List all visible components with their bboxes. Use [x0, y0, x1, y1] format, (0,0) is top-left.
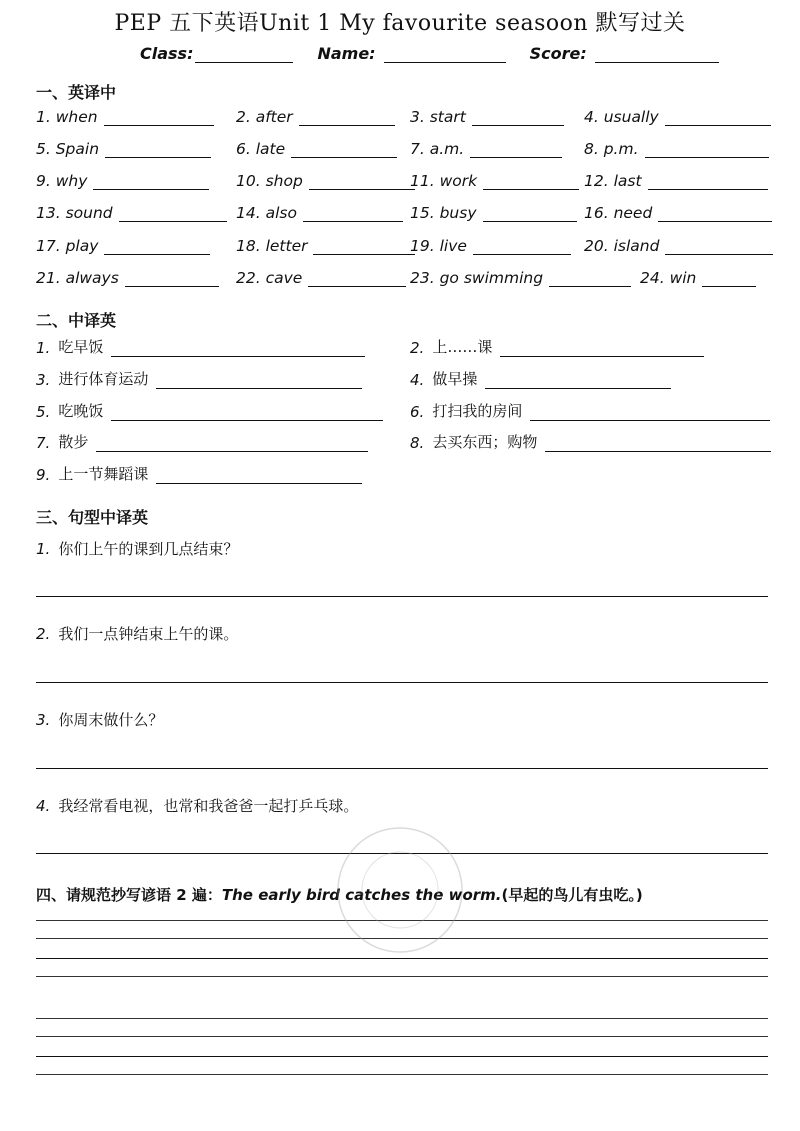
answer-blank[interactable] [702, 270, 756, 287]
vocab-item [236, 269, 406, 287]
vocab-word: 16. need [584, 204, 653, 222]
phrase-text: 散步 [58, 433, 89, 451]
phrase-text: 进行体育运动 [58, 370, 149, 388]
phrase-item [36, 463, 362, 484]
vocab-item [36, 237, 210, 255]
answer-line[interactable] [36, 596, 768, 597]
question-text: 我们一点钟结束上午的课。 [58, 625, 239, 643]
phrase-number: 9. [36, 466, 51, 484]
answer-blank[interactable] [111, 340, 365, 357]
phrase-number: 6. [410, 403, 425, 421]
copy-line[interactable] [36, 1056, 768, 1057]
vocab-item [410, 237, 571, 255]
vocab-word: 14. also [236, 204, 297, 222]
vocab-item [410, 108, 564, 126]
vocab-item [410, 204, 577, 222]
answer-blank[interactable] [645, 141, 769, 158]
student-info [140, 44, 720, 63]
name-label: Name: [317, 44, 376, 63]
answer-blank[interactable] [530, 404, 770, 421]
vocab-item [584, 140, 769, 158]
proverb-english: The early bird catches the worm. [221, 886, 502, 904]
phrase-number: 8. [410, 434, 425, 452]
vocab-word: 20. island [584, 237, 660, 255]
vocab-item [36, 269, 219, 287]
answer-blank[interactable] [483, 173, 579, 190]
phrase-number: 3. [36, 371, 51, 389]
vocab-item [236, 237, 415, 255]
score-field[interactable] [530, 44, 719, 63]
answer-blank[interactable] [665, 109, 771, 126]
phrase-text: 吃早饭 [58, 338, 104, 356]
answer-blank[interactable] [291, 141, 397, 158]
vocab-item [584, 108, 771, 126]
phrase-item [36, 431, 368, 452]
question-number: 1. [36, 540, 51, 558]
answer-blank[interactable] [313, 238, 415, 255]
sentence-question [36, 795, 358, 816]
vocab-word: 6. late [236, 140, 286, 158]
vocab-row [36, 172, 776, 196]
vocab-item [36, 172, 209, 190]
answer-blank[interactable] [156, 372, 362, 389]
sentence-question [36, 623, 238, 644]
answer-blank[interactable] [93, 173, 209, 190]
vocab-word: 2. after [236, 108, 293, 126]
phrase-number: 5. [36, 403, 51, 421]
answer-blank[interactable] [104, 109, 214, 126]
copy-line[interactable] [36, 1018, 768, 1019]
vocab-row [36, 204, 776, 228]
answer-blank[interactable] [500, 340, 704, 357]
copy-line[interactable] [36, 976, 768, 977]
phrase-item [410, 400, 770, 421]
vocab-word: 8. p.m. [584, 140, 639, 158]
vocab-word: 12. last [584, 172, 642, 190]
vocab-item [236, 172, 415, 190]
page-title: PEP 五下英语Unit 1 My favourite seasoon 默写过关 [114, 11, 686, 36]
vocab-item [36, 204, 227, 222]
vocab-word: 1. when [36, 108, 98, 126]
vocab-word: 5. Spain [36, 140, 100, 158]
vocab-row [36, 237, 776, 261]
answer-blank[interactable] [549, 270, 631, 287]
vocab-word: 17. play [36, 237, 99, 255]
phrase-text: 上一节舞蹈课 [58, 465, 149, 483]
answer-line[interactable] [36, 768, 768, 769]
class-label: Class: [140, 44, 194, 63]
answer-blank[interactable] [483, 205, 577, 222]
phrase-item [36, 336, 365, 357]
watermark-stamp-icon [330, 820, 470, 960]
phrase-number: 1. [36, 339, 51, 357]
vocab-word: 21. always [36, 269, 119, 287]
answer-blank[interactable] [308, 270, 406, 287]
vocab-word: 23. go swimming [410, 269, 544, 287]
proverb-chinese: (早起的鸟儿有虫吃。) [501, 886, 643, 904]
vocab-item [584, 172, 768, 190]
vocab-word: 9. why [36, 172, 88, 190]
phrase-text: 吃晚饭 [58, 402, 104, 420]
vocab-item [640, 269, 756, 287]
name-field[interactable] [317, 44, 505, 63]
vocab-word: 18. letter [236, 237, 308, 255]
phrase-text: 去买东西；购物 [432, 433, 538, 451]
vocab-word: 3. start [410, 108, 466, 126]
phrase-item [36, 400, 383, 421]
vocab-item [410, 140, 562, 158]
answer-blank[interactable] [472, 109, 564, 126]
question-number: 2. [36, 625, 51, 643]
section4-title: 四、请规范抄写谚语 2 遍： [36, 886, 222, 904]
phrase-item [410, 431, 771, 452]
section1-heading: 一、英译中 [36, 83, 117, 102]
answer-blank[interactable] [299, 109, 395, 126]
vocab-word: 7. a.m. [410, 140, 465, 158]
vocab-row [36, 140, 776, 164]
answer-blank[interactable] [473, 238, 571, 255]
vocab-word: 10. shop [236, 172, 303, 190]
sentence-question [36, 538, 238, 559]
vocab-item [36, 140, 211, 158]
vocab-item [236, 204, 403, 222]
answer-blank[interactable] [309, 173, 415, 190]
question-text: 你周末做什么？ [58, 711, 164, 729]
phrase-item [410, 368, 671, 389]
vocab-word: 15. busy [410, 204, 477, 222]
phrase-text: 做早操 [432, 370, 478, 388]
phrase-number: 2. [410, 339, 425, 357]
answer-blank[interactable] [545, 435, 771, 452]
answer-blank[interactable] [658, 205, 772, 222]
vocab-word: 4. usually [584, 108, 659, 126]
phrase-item [410, 336, 704, 357]
question-text: 你们上午的课到几点结束？ [58, 540, 239, 558]
vocab-item [236, 140, 397, 158]
answer-line[interactable] [36, 682, 768, 683]
vocab-row [36, 269, 776, 293]
section2-heading: 二、中译英 [36, 311, 117, 330]
phrase-text: 打扫我的房间 [432, 402, 523, 420]
question-number: 3. [36, 711, 51, 729]
answer-blank[interactable] [105, 141, 211, 158]
vocab-word: 13. sound [36, 204, 113, 222]
answer-blank[interactable] [119, 205, 227, 222]
answer-blank[interactable] [648, 173, 768, 190]
score-label: Score: [529, 44, 587, 63]
question-number: 4. [36, 797, 51, 815]
vocab-item [410, 172, 579, 190]
copy-line[interactable] [36, 1036, 768, 1037]
class-field[interactable] [140, 44, 293, 63]
answer-blank[interactable] [96, 435, 368, 452]
answer-blank[interactable] [104, 238, 210, 255]
vocab-word: 11. work [410, 172, 478, 190]
phrase-text: 上……课 [432, 338, 493, 356]
phrase-item [36, 368, 362, 389]
vocab-word: 19. live [410, 237, 467, 255]
vocab-item [584, 204, 772, 222]
vocab-row [36, 108, 776, 132]
answer-blank[interactable] [111, 404, 383, 421]
vocab-item [584, 237, 773, 255]
answer-blank[interactable] [156, 467, 362, 484]
vocab-word: 24. win [640, 269, 697, 287]
vocab-item [36, 108, 214, 126]
phrase-number: 7. [36, 434, 51, 452]
vocab-item [410, 269, 631, 287]
vocab-item [236, 108, 395, 126]
section3-heading: 三、句型中译英 [36, 508, 149, 527]
answer-blank[interactable] [470, 141, 562, 158]
answer-blank[interactable] [125, 270, 219, 287]
copy-line[interactable] [36, 1074, 768, 1075]
vocab-word: 22. cave [236, 269, 303, 287]
answer-blank[interactable] [303, 205, 403, 222]
answer-blank[interactable] [665, 238, 773, 255]
sentence-question [36, 709, 163, 730]
answer-blank[interactable] [485, 372, 671, 389]
phrase-number: 4. [410, 371, 425, 389]
question-text: 我经常看电视，也常和我爸爸一起打乒乓球。 [58, 797, 359, 815]
